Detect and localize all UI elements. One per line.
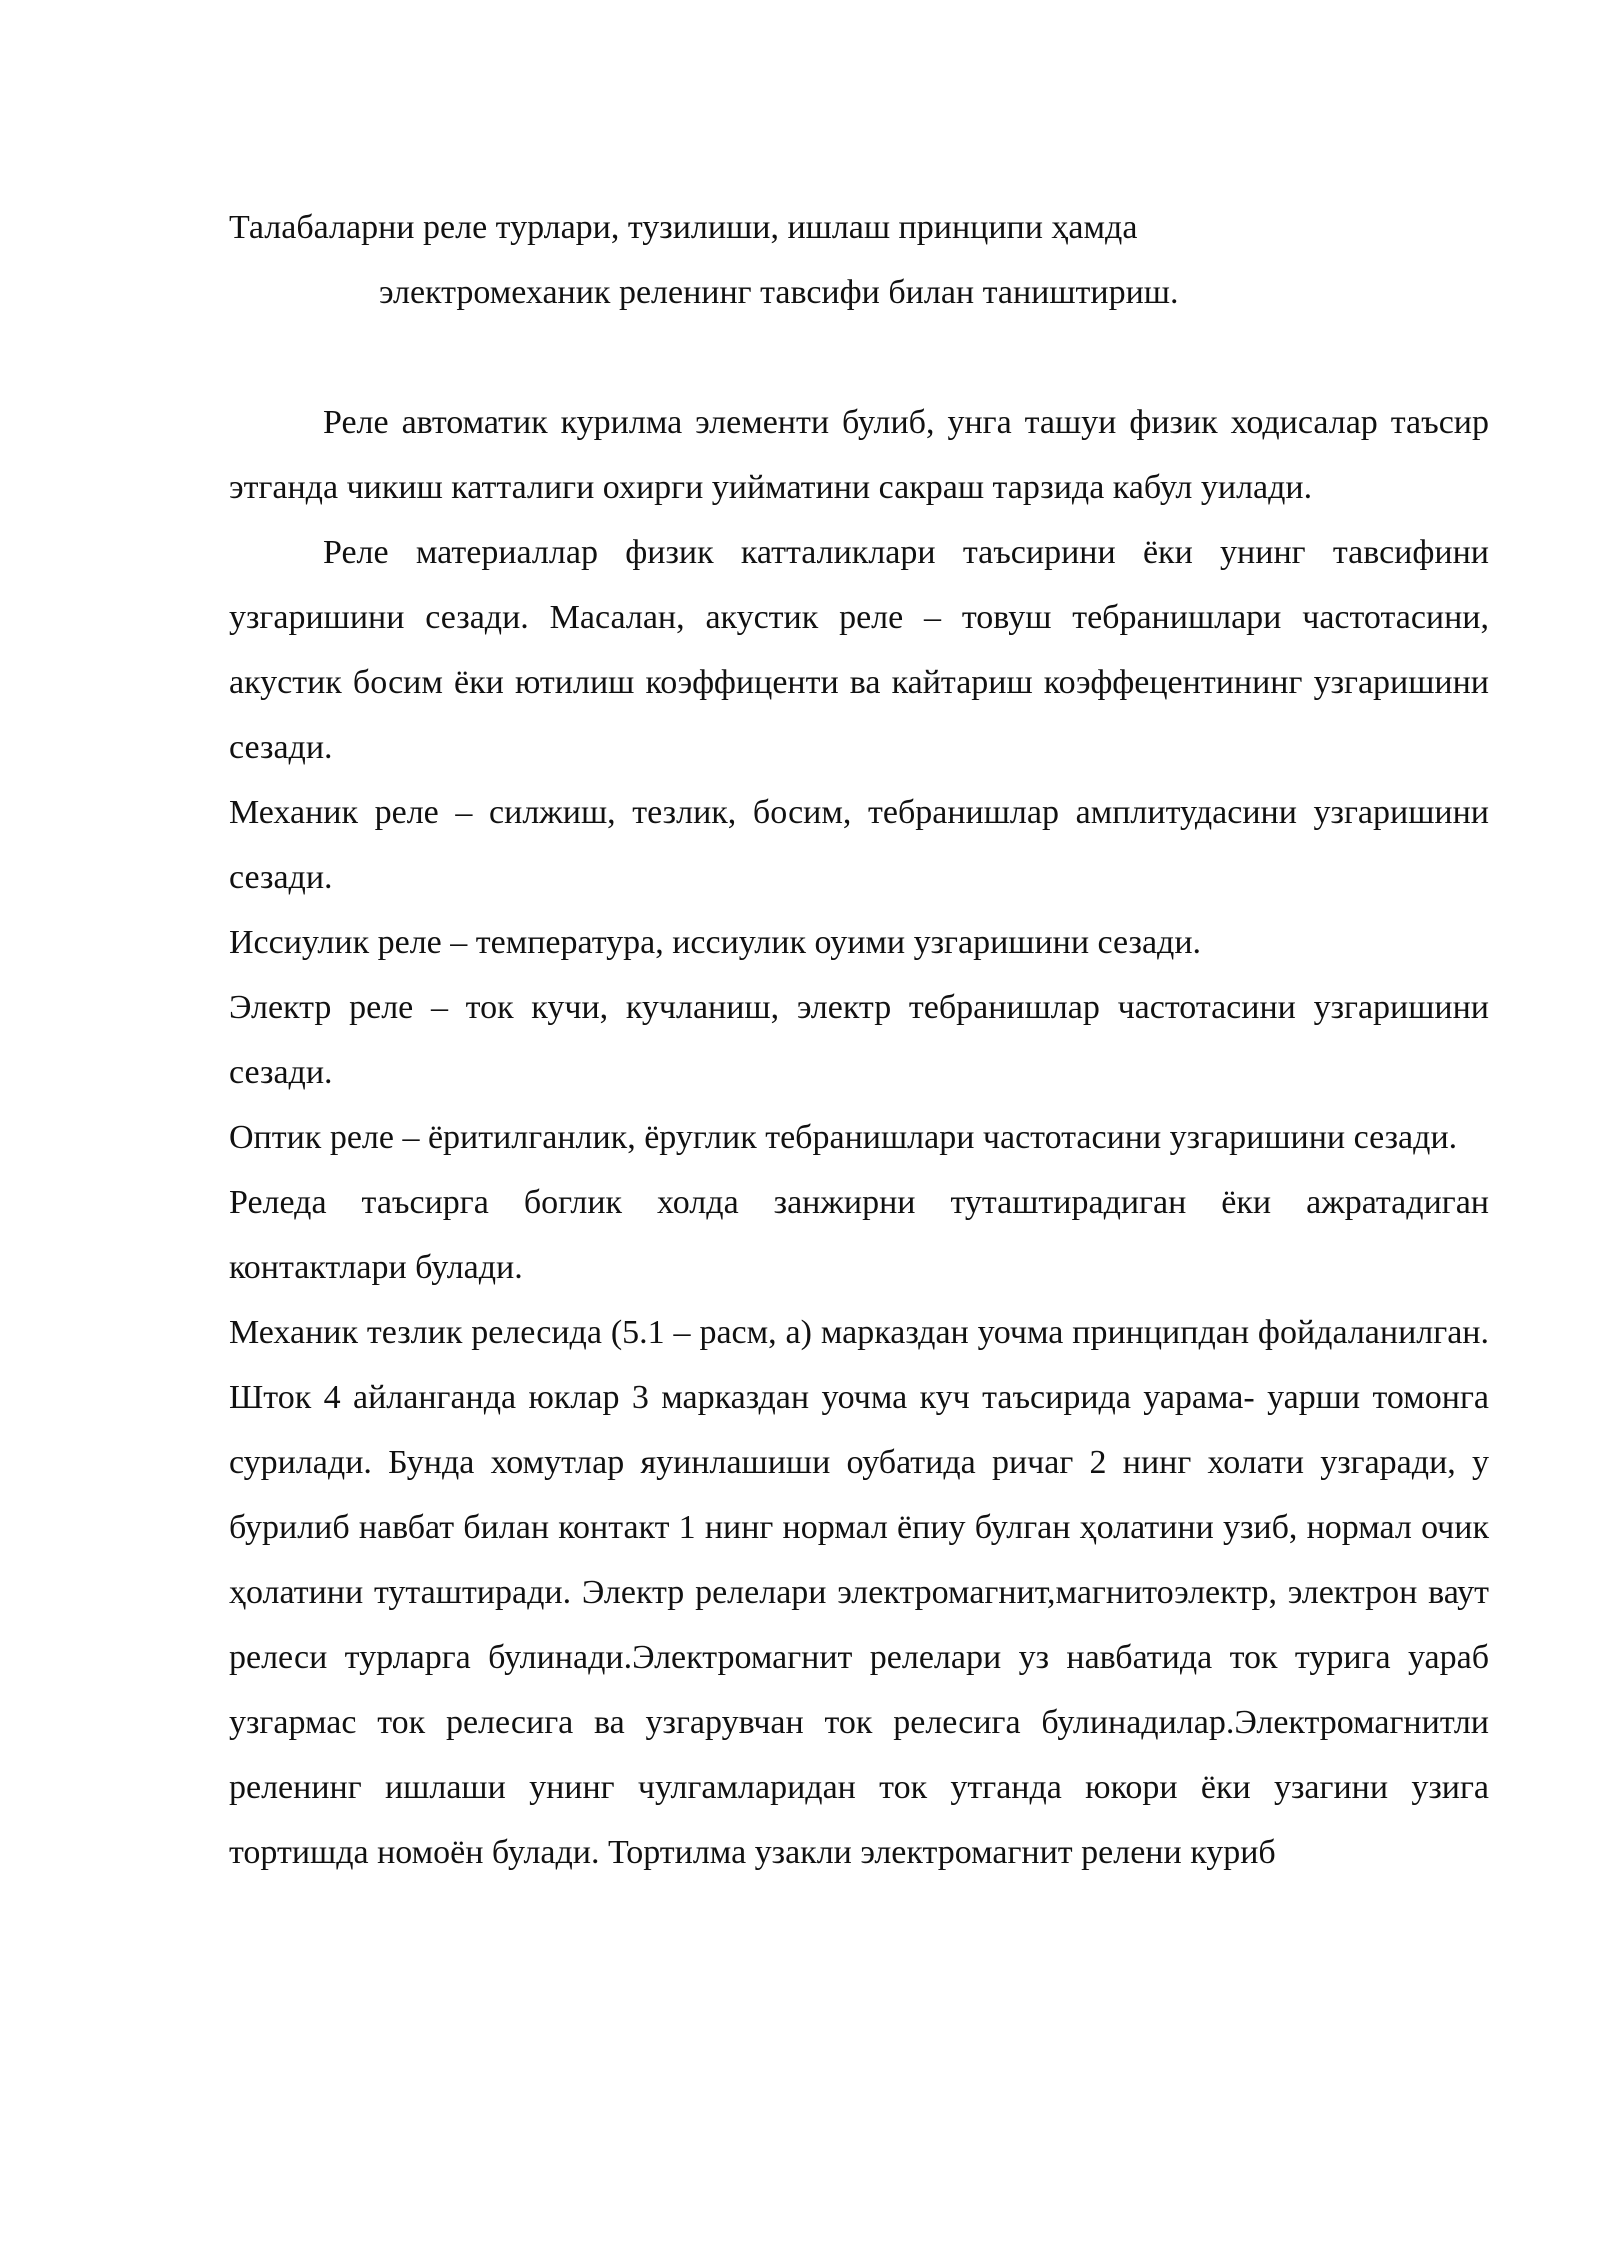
spacer bbox=[229, 325, 1489, 390]
paragraph-relay-definition: Реле автоматик курилма элементи булиб, унга ташуи физик ходисалар таъсир этганда чикиш катталиги охирги уийматини сакраш тарзида кабул уилади. bbox=[229, 404, 1489, 506]
paragraph-relay-contacts: Реледа таъсирга боглик холда занжирни туташтирадиган ёки ажратадиган контактлари булади. bbox=[229, 1184, 1489, 1286]
title-line-2: электромеханик реленинг тавсифи билан таништириш. bbox=[379, 274, 1179, 311]
paragraph-electric-relay: Электр реле – ток кучи, кучланиш, электр тебранишлар частотасини узгаришини сезади. bbox=[229, 989, 1489, 1091]
paragraph-relay-sensing: Реле материаллар физик катталиклари таъсирини ёки унинг тавсифини узгаришини сезади. Масалан, акустик реле – товуш тебранишлари частотасини, акустик босим ёки ютилиш коэффиценти ва кайтариш коэффецентининг узгаришини сезади. bbox=[229, 534, 1489, 766]
paragraph-optical-relay: Оптик реле – ёритилганлик, ёруглик тебранишлари частотасини узгаришини сезади. bbox=[229, 1119, 1458, 1156]
title-line-1: Талабаларни реле турлари, тузилиши, ишлаш принципи ҳамда bbox=[229, 209, 1138, 246]
document-body bbox=[229, 195, 1489, 1885]
paragraph-speed-relay: Механик тезлик релесида (5.1 – расм, а) марказдан уочма принципдан фойдаланилган. Шток 4 айланганда юклар 3 марказдан уочма куч таъсирида уарама- уарши томонга сурилади. Бунда хомутлар яуинлашиши оубатида ричаг 2 нинг холати узгаради, у бурилиб навбат билан контакт 1 нинг нормал ёпиу булган ҳолатини узиб, нормал очик ҳолатини туташтиради. Электр релелари электромагнит,магнитоэлектр, электрон ваут релеси турларга булинади.Электромагнит релелари уз навбатида ток турига уараб узгармас ток релесига ва узгарувчан ток релесига булинадилар.Электромагнитли реленинг ишлаши унинг чулгамларидан ток утганда юкори ёки узагини узига тортишда номоён булади. Тортилма узакли электромагнит релени куриб bbox=[229, 1314, 1489, 1871]
paragraph-thermal-relay: Иссиулик реле – температура, иссиулик оуими узгаришини сезади. bbox=[229, 924, 1202, 961]
paragraph-mechanical-relay: Механик реле – силжиш, тезлик, босим, тебранишлар амплитудасини узгаришини сезади. bbox=[229, 794, 1489, 896]
